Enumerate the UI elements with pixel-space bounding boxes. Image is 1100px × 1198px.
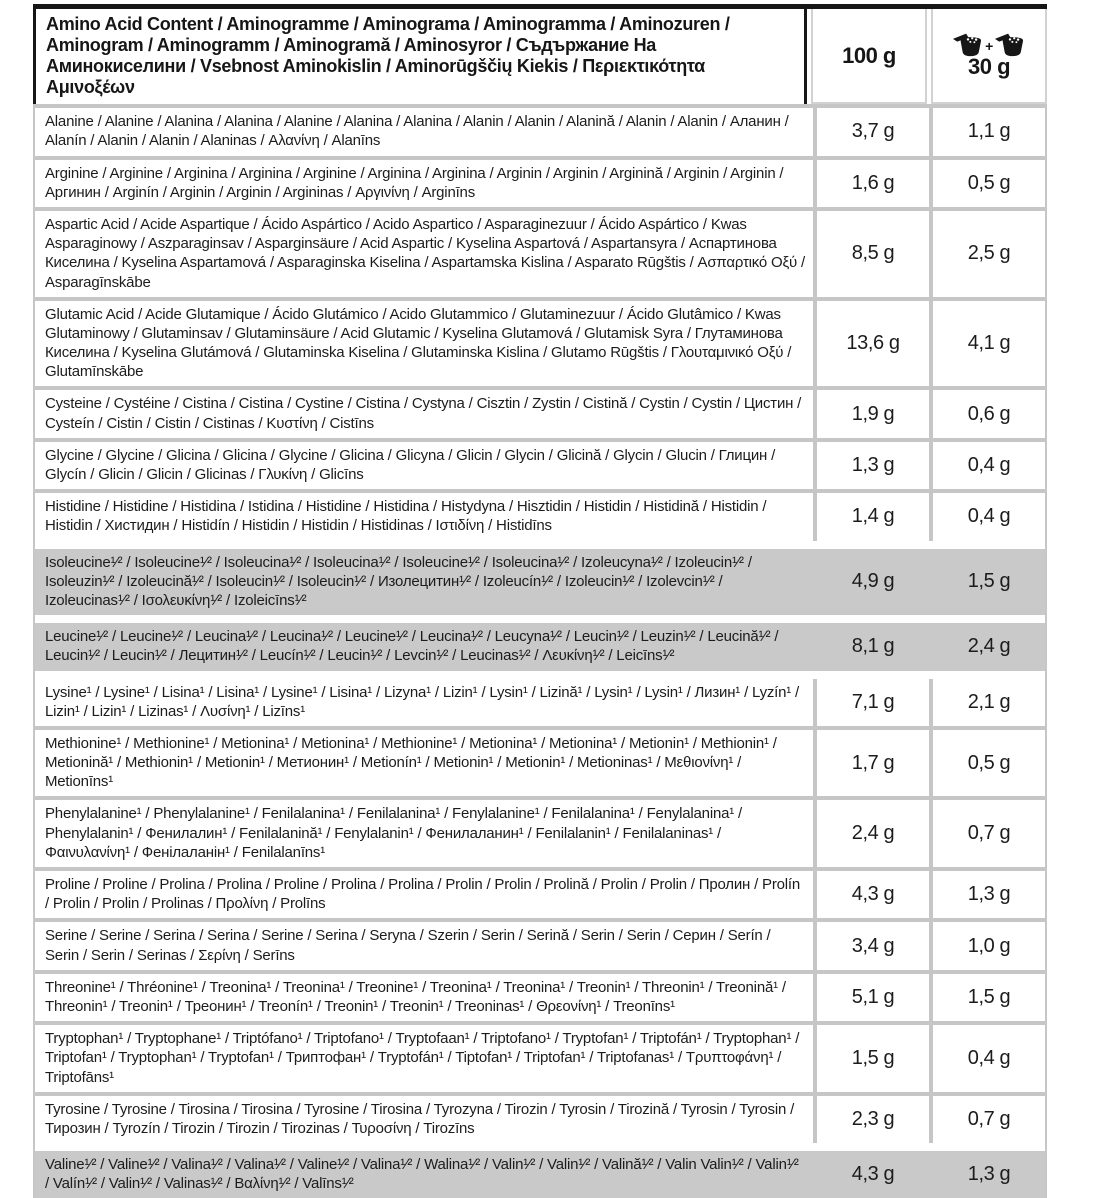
scoop-icons-group	[952, 32, 1026, 57]
table-row	[35, 1151, 1045, 1198]
table-row	[35, 730, 1045, 797]
table-row	[35, 974, 1045, 1021]
row-separator	[35, 615, 1045, 623]
value-30g-cell: 0,7 g	[933, 1096, 1045, 1143]
amino-names-cell: Serine / Serine / Serina / Serina / Serine / Serina / Seryna / Szerin / Serin / Serină / Serin / Serin / Серин / Serín / Serin / Serin / Serinas / Σερίνη / Serīns	[35, 922, 813, 969]
amino-names-cell: Isoleucine¹⁄² / Isoleucine¹⁄² / Isoleucina¹⁄² / Isoleucina¹⁄² / Isoleucine¹⁄² / Isoleucina¹⁄² / Izoleucyna¹⁄² / Izoleucin¹⁄² / Isoleuzin¹⁄² / Izoleucină¹⁄² / Isoleucin¹⁄² / Isoleucin¹⁄² / Изолецитин¹⁄² / Izoleucín¹⁄² / Izoleucin¹⁄² / Izolevcin¹⁄² / Izoleucinas¹⁄² / Ισολευκίνη¹⁄² / Izoleicīns¹⁄²	[35, 549, 813, 616]
amino-names-cell: Methionine¹ / Methionine¹ / Metionina¹ / Metionina¹ / Methionine¹ / Metionina¹ / Metionina¹ / Metionin¹ / Methionin¹ / Metionină¹ / Methionin¹ / Metionin¹ / Метионин¹ / Metionín¹ / Metionin¹ / Metionin¹ / Metioninas¹ / Μεθιονίνη¹ / Metionīns¹	[35, 730, 813, 797]
value-100g-cell: 4,3 g	[817, 871, 929, 918]
amino-names-cell: Lysine¹ / Lysine¹ / Lisina¹ / Lisina¹ / Lysine¹ / Lisina¹ / Lizyna¹ / Lizin¹ / Lysin¹ / Lizină¹ / Lysin¹ / Lysin¹ / Лизин¹ / Lyzín¹ / Lizin¹ / Lizin¹ / Lizinas¹ / Λυσίνη¹ / Lizīns¹	[35, 679, 813, 726]
value-30g-cell: 2,5 g	[933, 211, 1045, 297]
plus-sign: +	[985, 38, 993, 55]
row-separator	[35, 1143, 1045, 1151]
value-100g-cell: 13,6 g	[817, 301, 929, 387]
table-title: Amino Acid Content / Aminogramme / Aminograma / Aminogramma / Aminozuren / Aminogram / Aminogramm / Aminogramă / Aminosyror / Съдържание На Аминокиселини / Vsebnost Aminokislin / Aminorūgščių Kiekis / Περιεκτικότητα Αμινοξέων	[33, 9, 807, 104]
table-row	[35, 800, 1045, 867]
value-100g-cell: 1,7 g	[817, 730, 929, 797]
value-100g-cell: 8,1 g	[817, 623, 929, 670]
value-30g-cell: 1,1 g	[933, 108, 1045, 155]
amino-names-cell: Leucine¹⁄² / Leucine¹⁄² / Leucina¹⁄² / Leucina¹⁄² / Leucine¹⁄² / Leucina¹⁄² / Leucyna¹⁄² / Leucin¹⁄² / Leuzin¹⁄² / Leucină¹⁄² / Leucin¹⁄² / Leucin¹⁄² / Лецитин¹⁄² / Leucín¹⁄² / Leucin¹⁄² / Levcin¹⁄² / Leucinas¹⁄² / Λευκίνη¹⁄² / Leicīns¹⁄²	[35, 623, 813, 670]
value-30g-cell: 1,5 g	[933, 974, 1045, 1021]
table-row	[35, 160, 1045, 207]
amino-names-cell: Arginine / Arginine / Arginina / Arginina / Arginine / Arginina / Arginina / Arginin / Arginin / Arginină / Arginin / Arginin / Аргинин / Arginín / Arginin / Arginin / Argininas / Αργινίνη / Arginīns	[35, 160, 813, 207]
value-30g-cell: 4,1 g	[933, 301, 1045, 387]
value-100g-cell: 1,9 g	[817, 390, 929, 437]
amino-names-cell: Histidine / Histidine / Histidina / Istidina / Histidine / Histidina / Histydyna / Hisztidin / Histidin / Histidină / Histidin / Histidin / Хистидин / Histidín / Histidin / Histidin / Histidinas / Ιστιδίνη / Histidīns	[35, 493, 813, 540]
amino-names-cell: Valine¹⁄² / Valine¹⁄² / Valina¹⁄² / Valina¹⁄² / Valine¹⁄² / Valina¹⁄² / Walina¹⁄² / Valin¹⁄² / Valin¹⁄² / Valină¹⁄² / Valin Valin¹⁄² / Valin¹⁄² / Valín¹⁄² / Valin¹⁄² / Valinas¹⁄² / Βαλίνη¹⁄² / Valīns¹⁄²	[35, 1151, 813, 1198]
per-100g-label: 100 g	[842, 42, 896, 68]
table-row	[35, 301, 1045, 387]
amino-names-cell: Alanine / Alanine / Alanina / Alanina / Alanine / Alanina / Alanina / Alanin / Alanin / Alanină / Alanin / Alanin / Аланин / Alanín / Alanin / Alanin / Alaninas / Αλανίνη / Alanīns	[35, 108, 813, 155]
value-30g-cell: 2,1 g	[933, 679, 1045, 726]
value-30g-cell: 2,4 g	[933, 623, 1045, 670]
per-serving-label: 30 g	[967, 53, 1011, 79]
amino-names-cell: Glutamic Acid / Acide Glutamique / Ácido Glutámico / Acido Glutammico / Glutaminezuur / Ácido Glutâmico / Kwas Glutaminowy / Glutaminsav / Glutaminsäure / Acid Glutamic / Kyselina Glutamová / Glutamisk Syra / Глутаминова Киселина / Kyselina Glutámová / Glutaminska Kiselina / Glutaminska Kislina / Glutamo Rūgštis / Γλουταμινικό Οξύ / Glutamīnskābe	[35, 301, 813, 387]
value-100g-cell: 1,6 g	[817, 160, 929, 207]
value-100g-cell: 4,9 g	[817, 549, 929, 616]
amino-names-cell: Glycine / Glycine / Glicina / Glicina / Glycine / Glicina / Glicyna / Glicin / Glycin / Glicină / Glycin / Glucin / Глицин / Glycín / Glicin / Glicin / Glicinas / Γλυκίνη / Glicīns	[35, 442, 813, 489]
table-row	[35, 442, 1045, 489]
table-row	[35, 679, 1045, 726]
value-100g-cell: 2,4 g	[817, 800, 929, 867]
value-30g-cell: 0,5 g	[933, 160, 1045, 207]
table-row	[35, 1025, 1045, 1092]
amino-names-cell: Tryptophan¹ / Tryptophane¹ / Triptófano¹ / Triptofano¹ / Tryptofaan¹ / Triptofano¹ / Tryptofan¹ / Triptofán¹ / Tryptophan¹ / Triptofan¹ / Tryptophan¹ / Tryptofan¹ / Триптофан¹ / Tryptofán¹ / Tiptofan¹ / Triptofan¹ / Triptofanas¹ / Τρυπτοφάνη¹ / Triptofāns¹	[35, 1025, 813, 1092]
column-header-100g	[811, 9, 927, 104]
table-row	[35, 390, 1045, 437]
amino-names-cell: Aspartic Acid / Acide Aspartique / Ácido Aspártico / Acido Aspartico / Asparaginezuur / Ácido Aspártico / Kwas Asparaginowy / Aszparaginsav / Asparginsäure / Acid Aspartic / Kyselina Aspartová / Aspartansyra / Аспартинова Киселина / Kyselina Aspartamová / Asparaginska Kiselina / Aspartamska Kislina / Asparato Rūgštis / Ασπαρτικό Οξύ / Asparagīnskābe	[35, 211, 813, 297]
table-row	[35, 871, 1045, 918]
table-row	[35, 549, 1045, 616]
table-row	[35, 493, 1045, 540]
value-100g-cell: 4,3 g	[817, 1151, 929, 1198]
value-100g-cell: 8,5 g	[817, 211, 929, 297]
table-body	[33, 104, 1047, 1198]
value-30g-cell: 0,4 g	[933, 442, 1045, 489]
table-row	[35, 1096, 1045, 1143]
value-100g-cell: 1,5 g	[817, 1025, 929, 1092]
table-row	[35, 211, 1045, 297]
amino-acid-table	[33, 4, 1047, 1198]
table-row	[35, 623, 1045, 670]
value-100g-cell: 1,4 g	[817, 493, 929, 540]
value-100g-cell: 7,1 g	[817, 679, 929, 726]
row-separator	[35, 671, 1045, 679]
value-100g-cell: 3,4 g	[817, 922, 929, 969]
value-100g-cell: 5,1 g	[817, 974, 929, 1021]
amino-names-cell: Cysteine / Cystéine / Cistina / Cistina / Cystine / Cistina / Cystyna / Cisztin / Zystin / Cistină / Cystin / Cystin / Цистин / Cysteín / Cistin / Cistin / Cistinas / Κυστίνη / Cistīns	[35, 390, 813, 437]
value-100g-cell: 2,3 g	[817, 1096, 929, 1143]
value-30g-cell: 1,3 g	[933, 1151, 1045, 1198]
amino-names-cell: Threonine¹ / Thréonine¹ / Treonina¹ / Treonina¹ / Treonine¹ / Treonina¹ / Treonina¹ / Treonin¹ / Threonin¹ / Treonină¹ / Threonin¹ / Treonin¹ / Треонин¹ / Treonín¹ / Treonin¹ / Treonin¹ / Treoninas¹ / Θρεονίνη¹ / Treonīns¹	[35, 974, 813, 1021]
row-separator	[35, 541, 1045, 549]
value-30g-cell: 0,4 g	[933, 493, 1045, 540]
table-header-row	[33, 4, 1047, 104]
table-row	[35, 108, 1045, 155]
amino-names-cell: Phenylalanine¹ / Phenylalanine¹ / Fenilalanina¹ / Fenilalanina¹ / Fenylalanine¹ / Fenilalanina¹ / Fenylalanina¹ / Phenylalanin¹ / Фенилалин¹ / Fenilalanină¹ / Fenylalanin¹ / Фенилаланин¹ / Fenilalanin¹ / Fenilalaninas¹ / Φαινυλανίνη¹ / Фенілаланін¹ / Fenilalanīns¹	[35, 800, 813, 867]
value-30g-cell: 0,5 g	[933, 730, 1045, 797]
value-30g-cell: 0,7 g	[933, 800, 1045, 867]
value-30g-cell: 1,0 g	[933, 922, 1045, 969]
value-30g-cell: 1,3 g	[933, 871, 1045, 918]
value-30g-cell: 0,6 g	[933, 390, 1045, 437]
column-header-30g	[931, 9, 1047, 104]
value-30g-cell: 0,4 g	[933, 1025, 1045, 1092]
value-100g-cell: 3,7 g	[817, 108, 929, 155]
value-30g-cell: 1,5 g	[933, 549, 1045, 616]
value-100g-cell: 1,3 g	[817, 442, 929, 489]
table-row	[35, 922, 1045, 969]
amino-names-cell: Proline / Proline / Prolina / Prolina / Proline / Prolina / Prolina / Prolin / Prolin / Prolină / Prolin / Prolin / Пролин / Prolín / Prolin / Prolin / Prolinas / Προλίνη / Prolīns	[35, 871, 813, 918]
amino-names-cell: Tyrosine / Tyrosine / Tirosina / Tirosina / Tyrosine / Tirosina / Tyrozyna / Tirozin / Tyrosin / Tirozină / Tyrosin / Tyrosin / Тирозин / Tyrozín / Tirozin / Tirozin / Tirozinas / Τυροσίνη / Tirozīns	[35, 1096, 813, 1143]
